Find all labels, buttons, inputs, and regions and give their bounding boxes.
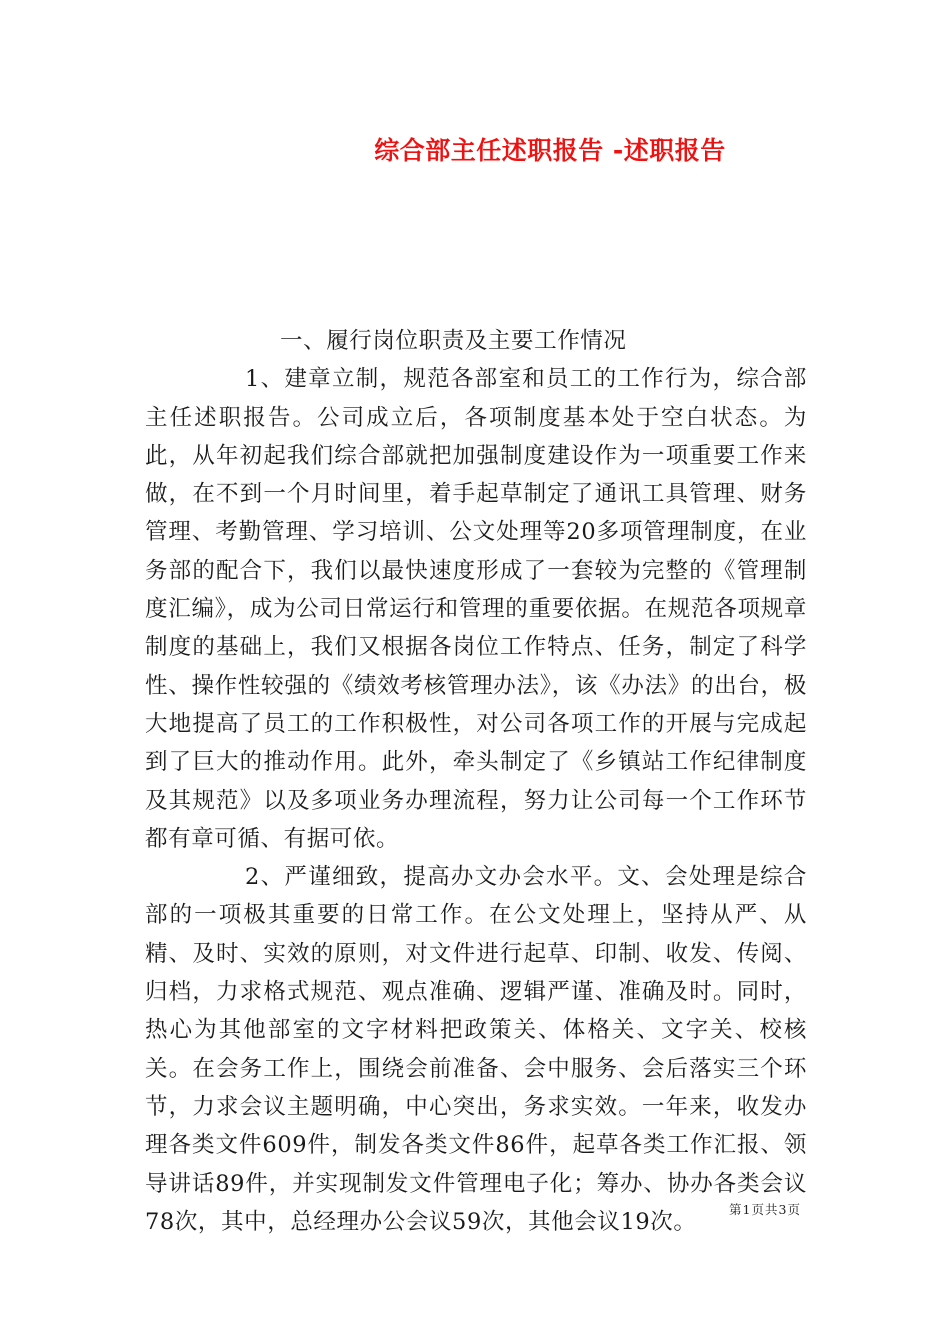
- paragraph-1: 1、建章立制，规范各部室和员工的工作行为，综合部主任述职报告。公司成立后，各项制度基本处于空白状态。为此，从年初起我们综合部就把加强制度建设作为一项重要工作来做，在不到一个月时间里，着手起草制定了通讯工具管理、财务管理、考勤管理、学习培训、公文处理等20多项管理制度，在业务部的配合下，我们以最快速度形成了一套较为完整的《管理制度汇编》，成为公司日常运行和管理的重要依据。在规范各项规章制度的基础上，我们又根据各岗位工作特点、任务，制定了科学性、操作性较强的《绩效考核管理办法》，该《办法》的出台，极大地提高了员工的工作积极性，对公司各项工作的开展与完成起到了巨大的推动作用。此外，牵头制定了《乡镇站工作纪律制度及其规范》以及多项业务办理流程，努力让公司每一个工作环节都有章可循、有据可依。: [145, 366, 807, 852]
- page-indicator: 第1页共3页: [729, 1202, 801, 1217]
- paragraph-2: 2、严谨细致，提高办文办会水平。文、会处理是综合部的一项极其重要的日常工作。在公文处理上，坚持从严、从精、及时、实效的原则，对文件进行起草、印制、收发、传阅、归档，力求格式规范、观点准确、逻辑严谨、准确及时。同时，热心为其他部室的文字材料把政策关、体格关、文字关、校核关。在会务工作上，围绕会前准备、会中服务、会后落实三个环节，力求会议主题明确，中心突出，务求实效。一年来，收发办理各类文件609件，制发各类文件86件，起草各类工作汇报、领导讲话89件，并实现制发文件管理电子化；筹办、协办各类会议78次，其中，总经理办公会议59次，其他会议19次。: [145, 864, 807, 1235]
- section-heading: 一、履行岗位职责及主要工作情况: [280, 328, 627, 354]
- document-body: [145, 322, 807, 1241]
- document-title: 综合部主任述职报告 -述职报告: [374, 136, 726, 165]
